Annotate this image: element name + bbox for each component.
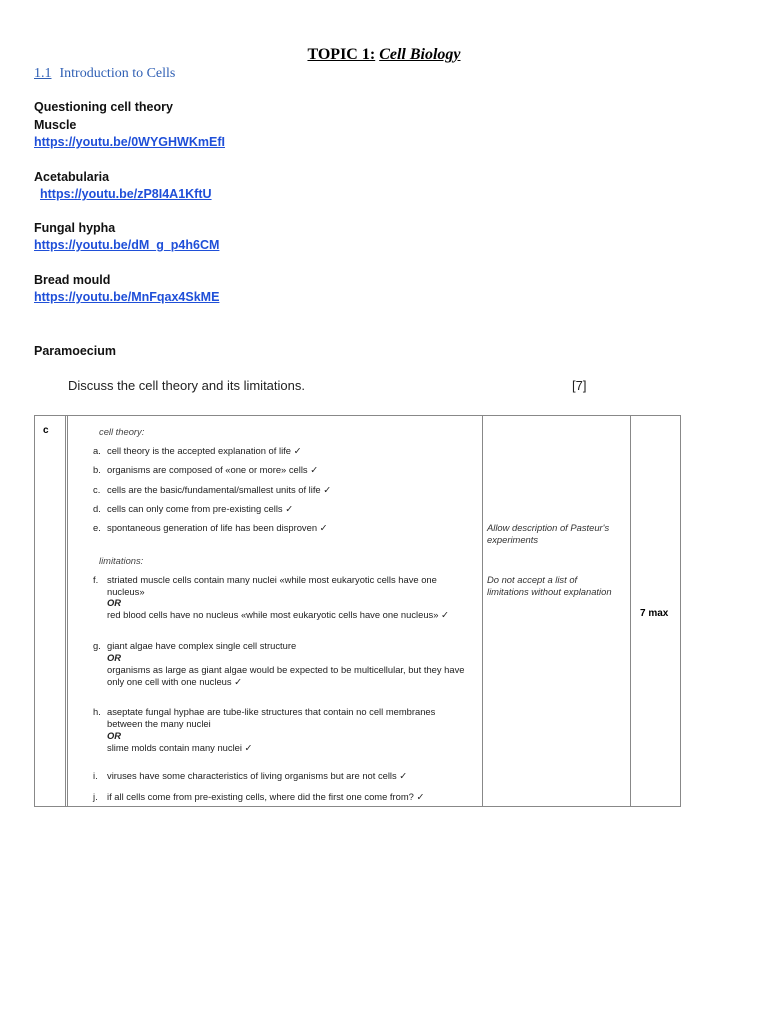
topic-label: TOPIC 1: <box>307 46 376 63</box>
list-item: b. organisms are composed of «one or more» cells ✓ <box>93 464 319 475</box>
question-marks: [7] <box>572 378 587 393</box>
topic-subject: Cell Biology <box>379 46 461 63</box>
limitations-header: limitations: <box>99 555 144 566</box>
questioning-heading: Questioning cell theory <box>34 100 173 114</box>
list-item-continued: organisms as large as giant algae would be expected to be multicellular, but they have <box>107 664 465 675</box>
fungal-video-link[interactable]: https://youtu.be/dM_g_p4h6CM <box>34 238 220 252</box>
question-text: Discuss the cell theory and its limitations. <box>68 378 305 393</box>
page-title <box>0 46 768 64</box>
list-item: j. if all cells come from pre-existing cells, where did the first one come from? ✓ <box>93 791 425 802</box>
or-label: OR <box>107 652 122 663</box>
paramoecium-heading: Paramoecium <box>34 344 116 358</box>
list-item: f. striated muscle cells contain many nuclei «while most eukaryotic cells have one <box>93 574 437 585</box>
table-divider <box>67 416 68 806</box>
part-label: c <box>43 425 49 436</box>
bread-heading: Bread mould <box>34 273 111 287</box>
bread-video-link[interactable]: https://youtu.be/MnFqax4SkME <box>34 290 220 304</box>
list-item-continued: only one cell with one nucleus ✓ <box>107 676 243 687</box>
or-label: OR <box>107 597 122 608</box>
muscle-video-link[interactable]: https://youtu.be/0WYGHWKmEfI <box>34 135 225 149</box>
max-marks: 7 max <box>640 608 669 619</box>
section-number: 1.1 <box>34 66 52 81</box>
list-item-continued: nucleus» <box>107 586 145 597</box>
list-item: d. cells can only come from pre-existing cells ✓ <box>93 503 294 514</box>
list-item: e. spontaneous generation of life has been disproven ✓ <box>93 522 328 533</box>
list-item: c. cells are the basic/fundamental/smallest units of life ✓ <box>93 484 332 495</box>
muscle-heading: Muscle <box>34 118 77 132</box>
note-limitations: Do not accept a list of limitations without explanation <box>487 574 612 597</box>
theory-header: cell theory: <box>99 426 145 437</box>
list-item-continued: red blood cells have no nucleus «while most eukaryotic cells have one nucleus» ✓ <box>107 609 449 620</box>
list-item-continued: between the many nuclei <box>107 718 211 729</box>
or-label: OR <box>107 730 122 741</box>
note-pasteur: Allow description of Pasteur's experiments <box>487 522 610 545</box>
fungal-heading: Fungal hypha <box>34 221 116 235</box>
list-item-continued: slime molds contain many nuclei ✓ <box>107 742 253 753</box>
list-item: g. giant algae have complex single cell structure <box>93 640 297 651</box>
list-item: a. cell theory is the accepted explanation of life ✓ <box>93 445 302 456</box>
section-label: Introduction to Cells <box>59 66 176 81</box>
acetabularia-video-link[interactable]: https://youtu.be/zP8I4A1KftU <box>40 187 212 201</box>
list-item: h. aseptate fungal hyphae are tube-like structures that contain no cell membranes <box>93 706 436 717</box>
list-item: i. viruses have some characteristics of living organisms but are not cells ✓ <box>93 770 408 781</box>
acetabularia-heading: Acetabularia <box>34 170 110 184</box>
table-divider <box>65 416 66 806</box>
section-heading <box>34 66 175 82</box>
markscheme-table <box>34 415 681 807</box>
table-divider <box>630 416 631 806</box>
